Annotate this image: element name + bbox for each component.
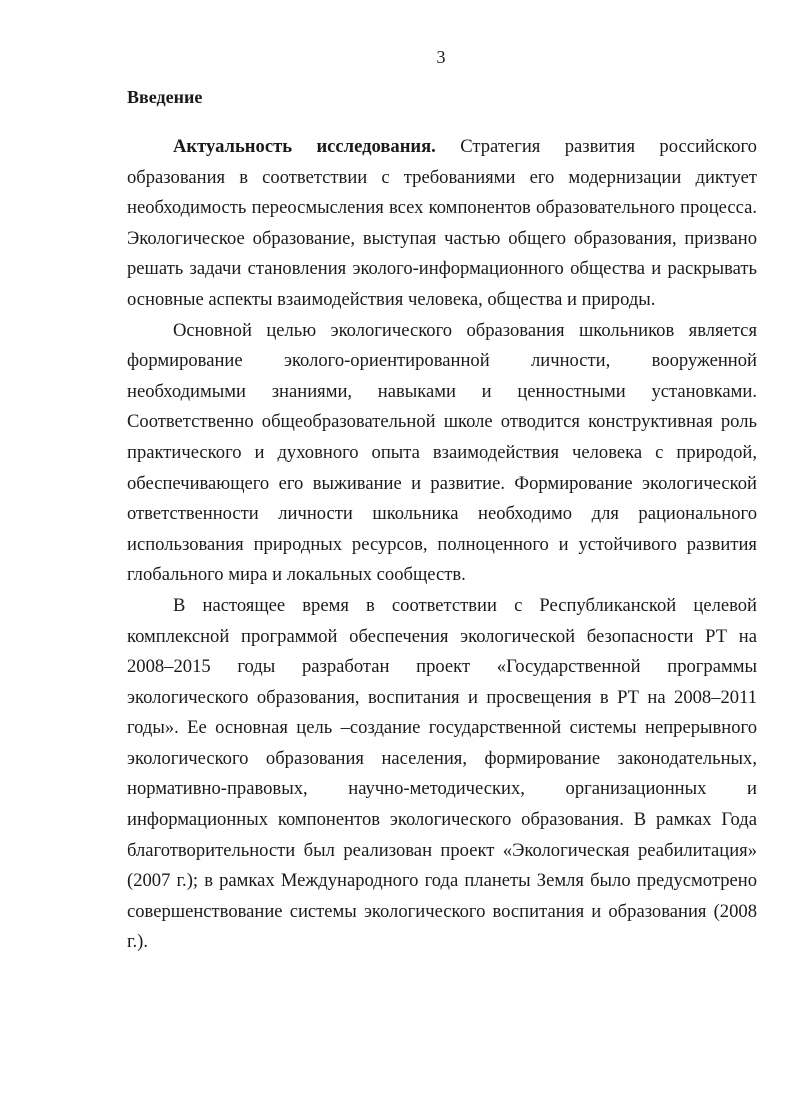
paragraph-relevance xyxy=(127,132,757,316)
paragraph-text: Стратегия развития российского образования в соответствии с требованиями его модернизации диктует необходимость переосмысления всех компонентов образовательного процесса. Экологическое образование, выступая частью общего образования, призвано решать задачи становления эколого-информационного общества и раскрывать основные аспекты взаимодействия человека, общества и природы. xyxy=(127,136,757,310)
paragraph-goal: Основной целью экологического образования школьников является формирование эколого-ориентированной личности, вооруженной необходимыми знаниями, навыками и ценностными установками. Соответственно общеобразовательной школе отводится конструктивная роль практического и духовного опыта взаимодействия человека с природой, обеспечивающего его выживание и развитие. Формирование экологической ответственности личности школьника необходимо для рационального использования природных ресурсов, полноценного и устойчивого развития глобального мира и локальных сообществ. xyxy=(127,319,757,586)
page-number: 3 xyxy=(436,47,446,67)
body-text xyxy=(127,132,757,958)
paragraph-lead: Актуальность исследования. xyxy=(173,136,436,157)
paragraph-program: В настоящее время в соответствии с Республиканской целевой комплексной программой обеспечения экологической безопасности РТ на 2008–2015 годы разработан проект «Государственной программы экологического образования, воспитания и просвещения в РТ на 2008–2011 годы». Ее основная цель –создание государственной системы непрерывного экологического образования населения, формирование законодательных, нормативно-правовых, научно-методических, организационных и информационных компонентов экологического образования. В рамках Года благотворительности был реализован проект «Экологическая реабилитация» (2007 г.); в рамках Международного года планеты Земля было предусмотрено совершенствование системы экологического воспитания и образования (2008 г.). xyxy=(127,594,757,953)
section-heading: Введение xyxy=(127,87,203,107)
